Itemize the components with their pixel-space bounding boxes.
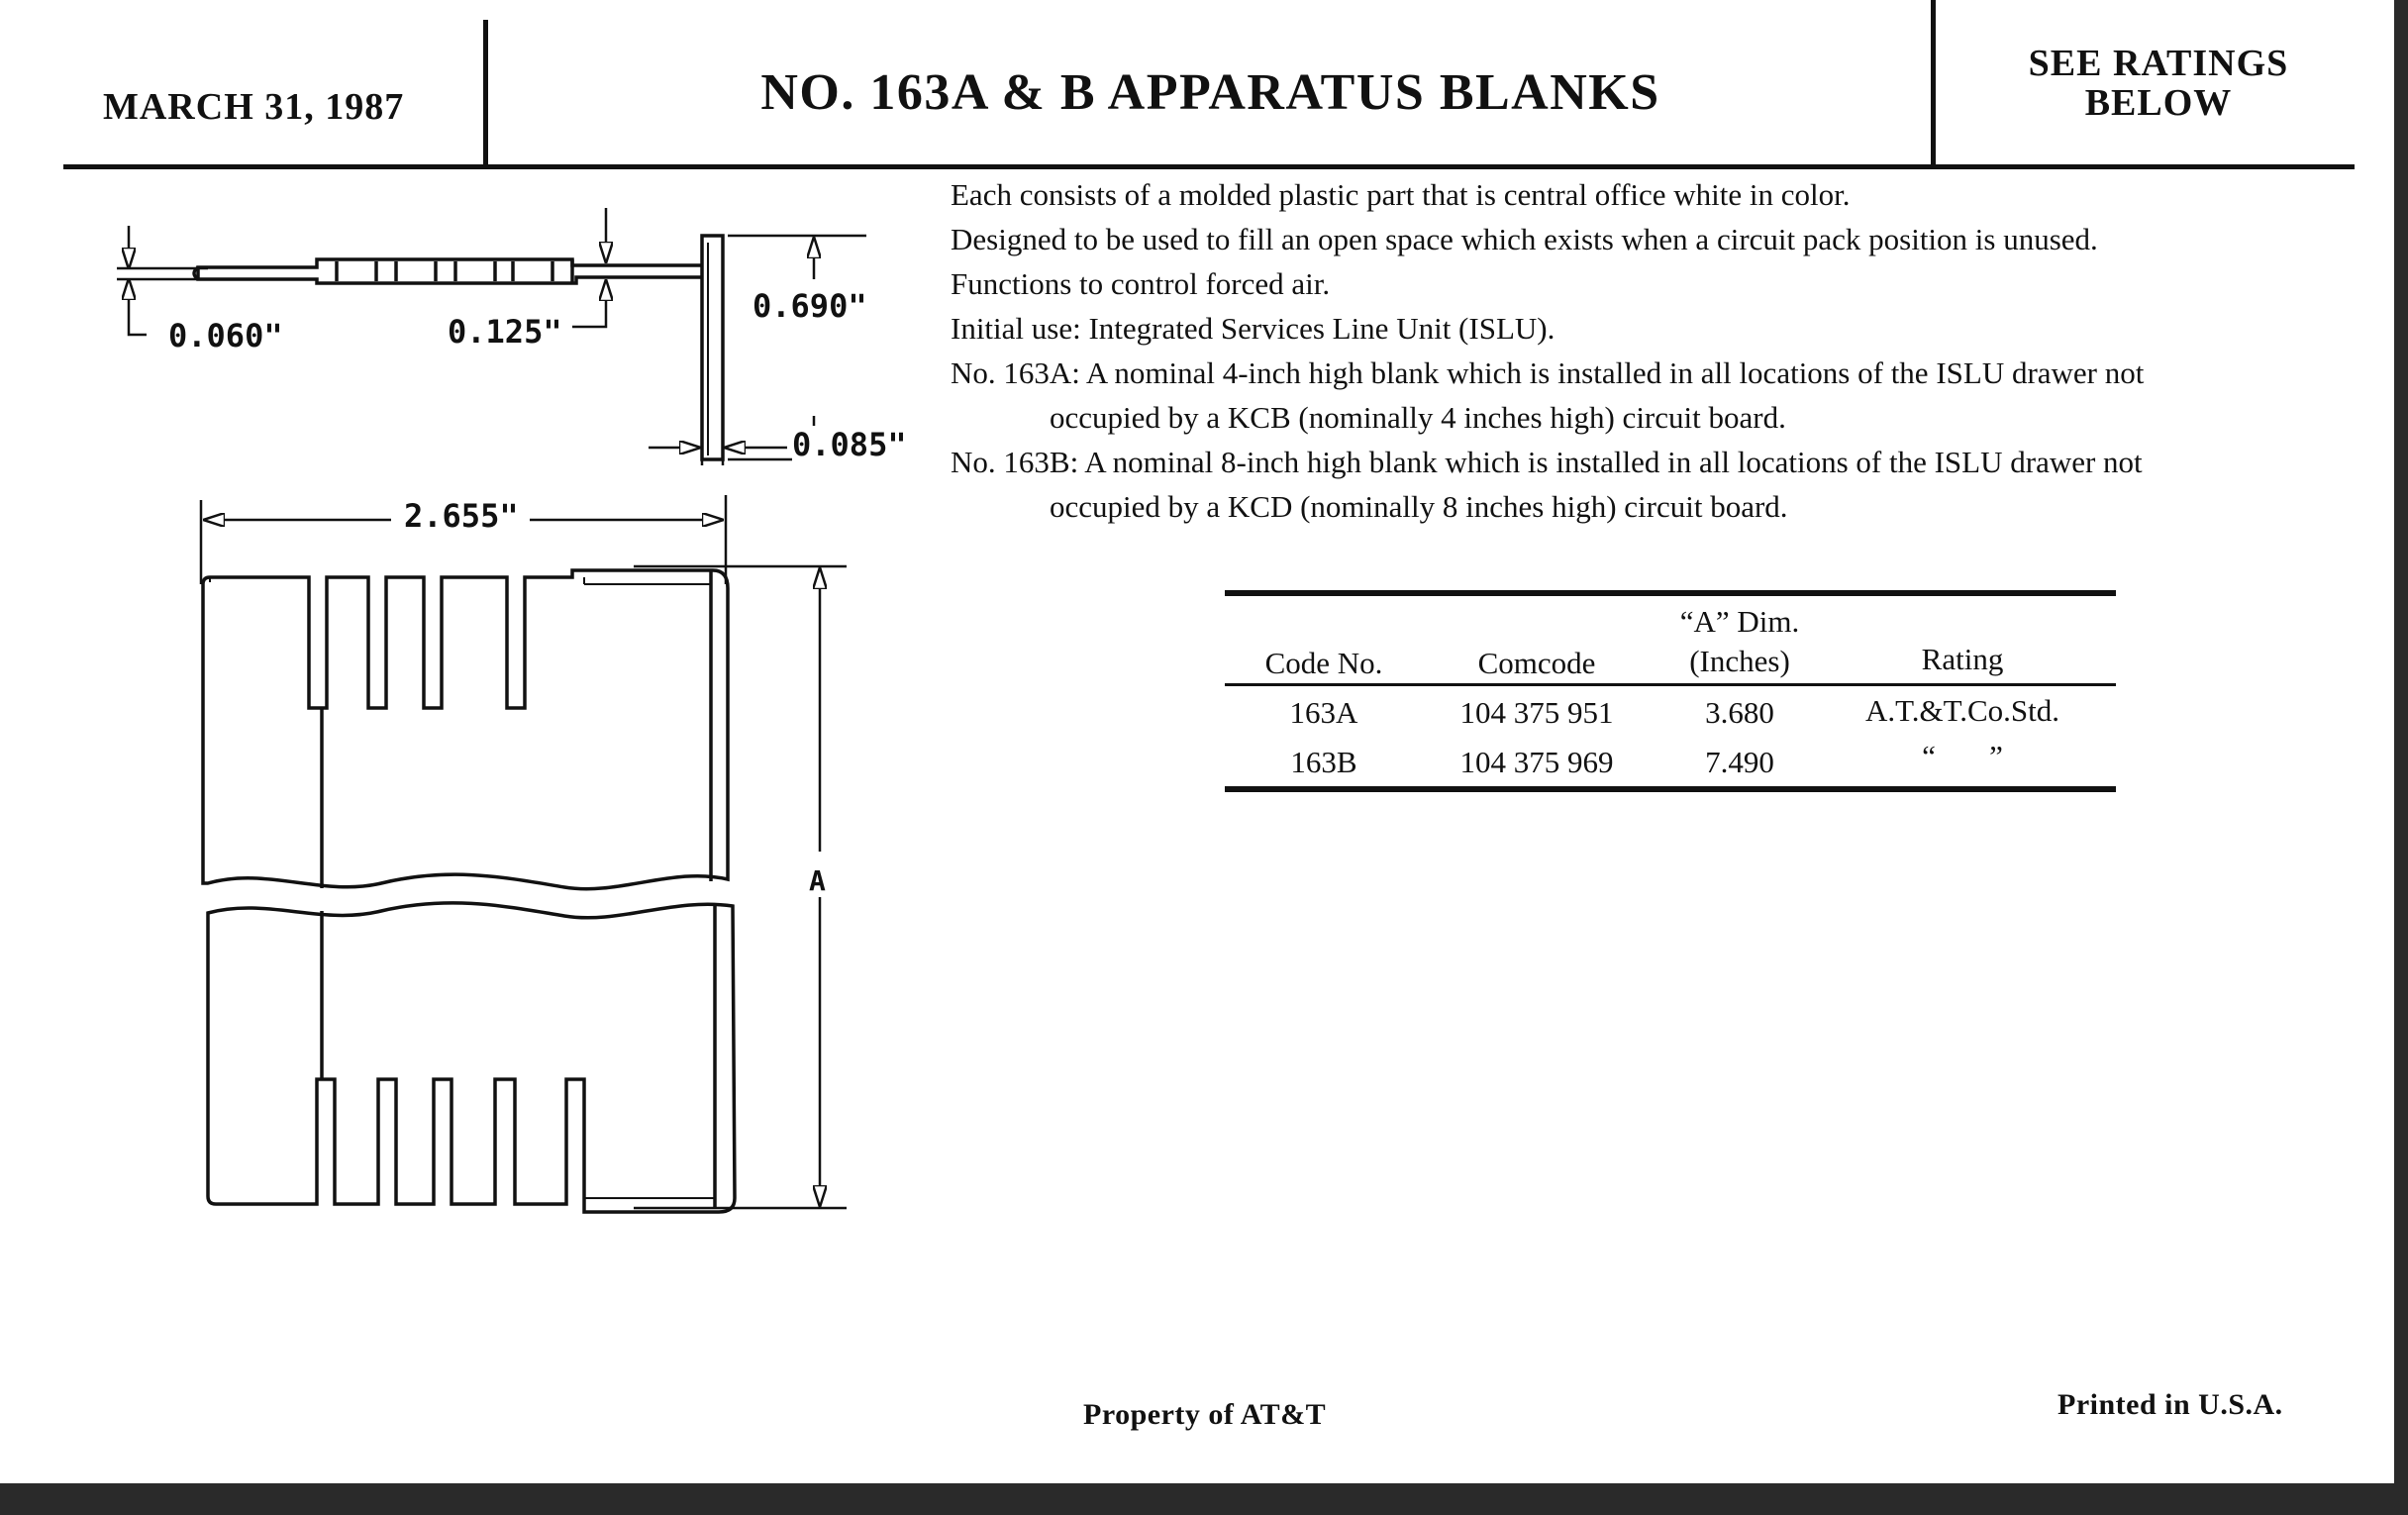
dim-label-0085: 0.085": [792, 426, 907, 463]
description-line: Initial use: Integrated Services Line Unit (ISLU).: [951, 311, 1555, 346]
row-adim: 3.680: [1705, 695, 1774, 730]
front-view-top: [203, 570, 728, 889]
dim-label-0060: 0.060": [168, 317, 283, 354]
dim-label-0690: 0.690": [752, 287, 867, 325]
footer-printed: Printed in U.S.A.: [2057, 1388, 2283, 1421]
row-comcode: 104 375 969: [1459, 745, 1614, 779]
dim-0125-leader: [572, 208, 606, 327]
row-adim: 7.490: [1705, 745, 1774, 779]
document-date: MARCH 31, 1987: [103, 86, 405, 128]
header-comcode: Comcode: [1477, 646, 1596, 680]
description-block: [951, 172, 2317, 529]
header-rating: Rating: [1921, 642, 2004, 676]
dim-label-a: A: [809, 864, 826, 897]
dim-label-2655: 2.655": [404, 497, 519, 535]
description-line: Each consists of a molded plastic part that is central office white in color.: [951, 177, 1851, 212]
front-view-bottom: [208, 903, 735, 1212]
header-adim-line1: “A” Dim.: [1679, 604, 1800, 639]
row-code: 163B: [1290, 745, 1357, 779]
row-code: 163A: [1289, 695, 1358, 730]
description-line: No. 163B: A nominal 8-inch high blank which is installed in all locations of the ISLU drawer not: [951, 445, 2143, 479]
description-line: No. 163A: A nominal 4-inch high blank which is installed in all locations of the ISLU drawer not: [951, 355, 2145, 390]
description-line: occupied by a KCD (nominally 8 inches high) circuit board.: [1050, 489, 1788, 524]
row-rating: A.T.&T.Co.Std.: [1864, 693, 2060, 728]
footer-property: Property of AT&T: [1083, 1398, 1327, 1431]
ratings-note-line1: SEE RATINGS: [2028, 43, 2289, 84]
document-title: NO. 163A & B APPARATUS BLANKS: [760, 64, 1660, 121]
row-rating: “ ”: [1922, 739, 2003, 773]
description-line: Designed to be used to fill an open space which exists when a circuit pack position is unused.: [951, 222, 2098, 256]
technical-drawing: [0, 168, 931, 1436]
description-line: occupied by a KCB (nominally 4 inches high) circuit board.: [1050, 400, 1786, 435]
header-adim-line2: (Inches): [1689, 644, 1790, 678]
table-top-rule: [1225, 590, 2116, 596]
dim-label-0125: 0.125": [448, 313, 562, 351]
row-comcode: 104 375 951: [1459, 695, 1614, 730]
ratings-note: [1951, 44, 2366, 123]
description-line: Functions to control forced air.: [951, 266, 1331, 301]
ratings-note-line2: BELOW: [2084, 82, 2233, 124]
table-bottom-rule: [1225, 786, 2116, 792]
table-header-rule: [1225, 683, 2116, 686]
header-code: Code No.: [1264, 646, 1383, 680]
